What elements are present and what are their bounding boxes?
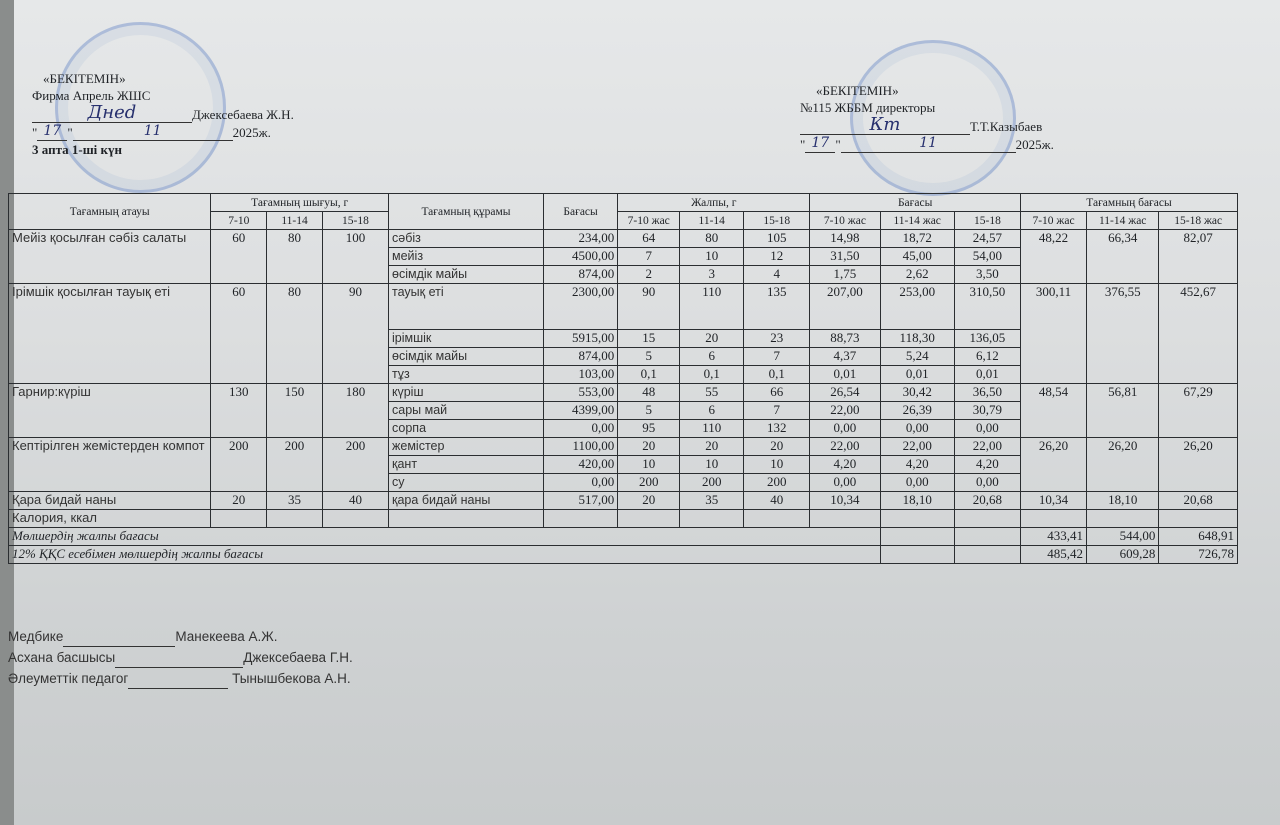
cost-cell: 14,98: [810, 230, 880, 248]
cost-cell: 36,50: [954, 384, 1020, 402]
cost-cell: 22,00: [810, 438, 880, 456]
output-cell: 80: [267, 284, 323, 384]
grams-cell: 20: [618, 492, 680, 510]
price-cell: 517,00: [543, 492, 617, 510]
cost-cell: 31,50: [810, 248, 880, 266]
ingredient-cell: сары май: [389, 402, 544, 420]
grams-cell: 40: [744, 492, 810, 510]
dish-price-cell: 26,20: [1087, 438, 1159, 492]
empty-cell: [680, 510, 744, 528]
approval-signer: Джексебаева Ж.Н.: [192, 107, 294, 122]
grams-cell: 0,1: [618, 366, 680, 384]
approval-title: «БЕКІТЕМІН»: [816, 83, 899, 98]
grams-cell: 15: [618, 330, 680, 348]
grams-cell: 200: [744, 474, 810, 492]
header-output: Тағамның шығуы, г: [211, 194, 389, 212]
price-cell: 5915,00: [543, 330, 617, 348]
dish-price-cell: 48,22: [1020, 230, 1086, 284]
empty-cell: [954, 510, 1020, 528]
grams-cell: 0,1: [680, 366, 744, 384]
signatory-name: Тынышбекова А.Н.: [232, 671, 351, 686]
price-cell: 4500,00: [543, 248, 617, 266]
cost-cell: 136,05: [954, 330, 1020, 348]
signatory-role: Әлеуметтік педагог: [8, 671, 129, 686]
cost-cell: 207,00: [810, 284, 880, 330]
header-age: 7-10 жас: [1020, 212, 1086, 230]
dish-price-cell: 82,07: [1159, 230, 1238, 284]
approval-block-right: «БЕКІТЕМІН» №115 ЖББМ директоры Кт Т.Т.Казыбаев " 17 " 11 2025ж.: [800, 83, 1054, 152]
output-cell: 200: [322, 438, 388, 492]
ingredient-cell: қара бидай наны: [389, 492, 544, 510]
empty-cell: [618, 510, 680, 528]
grams-cell: 110: [680, 284, 744, 330]
approval-month: 11: [841, 135, 1016, 153]
total-value-cell: 648,91: [1159, 528, 1238, 546]
output-cell: 20: [211, 492, 267, 510]
signatory-name: Манекеева А.Ж.: [175, 629, 278, 644]
price-cell: 4399,00: [543, 402, 617, 420]
table-row: [9, 284, 1238, 330]
grams-cell: 20: [680, 330, 744, 348]
ingredient-cell: сорпа: [389, 420, 544, 438]
ingredient-cell: сәбіз: [389, 230, 544, 248]
cost-cell: 5,24: [880, 348, 954, 366]
dish-price-cell: 18,10: [1087, 492, 1159, 510]
cost-cell: 26,54: [810, 384, 880, 402]
cost-cell: 0,01: [880, 366, 954, 384]
dish-price-cell: 26,20: [1020, 438, 1086, 492]
cost-cell: 253,00: [880, 284, 954, 330]
cost-cell: 18,10: [880, 492, 954, 510]
approval-signer: Т.Т.Казыбаев: [970, 119, 1043, 134]
cost-cell: 0,01: [810, 366, 880, 384]
header-composition: Тағамның құрамы: [389, 194, 544, 230]
ingredient-cell: жемістер: [389, 438, 544, 456]
signatory-name: Джексебаева Г.Н.: [243, 650, 353, 665]
dish-price-cell: 452,67: [1159, 284, 1238, 384]
cost-cell: 2,62: [880, 266, 954, 284]
dish-price-cell: 66,34: [1087, 230, 1159, 284]
empty-cell: [1087, 510, 1159, 528]
vat-total-value-cell: 485,42: [1020, 546, 1086, 564]
header-age: 15-18: [954, 212, 1020, 230]
empty-cell: [1159, 510, 1238, 528]
table-row: [9, 384, 1238, 402]
cost-cell: 0,00: [954, 420, 1020, 438]
cost-cell: 30,79: [954, 402, 1020, 420]
total-label: Мөлшердің жалпы бағасы: [9, 528, 881, 546]
ingredient-cell: су: [389, 474, 544, 492]
price-cell: 874,00: [543, 348, 617, 366]
grams-cell: 132: [744, 420, 810, 438]
empty-cell: [267, 510, 323, 528]
grams-cell: 110: [680, 420, 744, 438]
price-cell: 874,00: [543, 266, 617, 284]
grams-cell: 48: [618, 384, 680, 402]
table-row: [9, 438, 1238, 456]
header-age: 11-14: [680, 212, 744, 230]
grams-cell: 2: [618, 266, 680, 284]
signatory-role: Медбике: [8, 629, 64, 644]
header-row-1: [9, 194, 1238, 212]
header-age: 7-10 жас: [618, 212, 680, 230]
empty-cell: [543, 510, 617, 528]
output-cell: 40: [322, 492, 388, 510]
grams-cell: 12: [744, 248, 810, 266]
ingredient-cell: тауық еті: [389, 284, 544, 330]
grams-cell: 23: [744, 330, 810, 348]
ingredient-cell: күріш: [389, 384, 544, 402]
header-age: 7-10 жас: [810, 212, 880, 230]
empty-cell: [211, 510, 267, 528]
dish-name-cell: Ірімшік қосылған тауық еті: [9, 284, 211, 384]
grams-cell: 135: [744, 284, 810, 330]
output-cell: 60: [211, 284, 267, 384]
vat-total-row: [9, 546, 1238, 564]
output-cell: 130: [211, 384, 267, 438]
output-cell: 200: [267, 438, 323, 492]
cost-cell: 26,39: [880, 402, 954, 420]
empty-cell: [322, 510, 388, 528]
grams-cell: 5: [618, 402, 680, 420]
grams-cell: 95: [618, 420, 680, 438]
total-row: [9, 528, 1238, 546]
grams-cell: 35: [680, 492, 744, 510]
ingredient-cell: қант: [389, 456, 544, 474]
header-age: 11-14: [267, 212, 323, 230]
empty-cell: [1020, 510, 1086, 528]
header-age: 15-18: [322, 212, 388, 230]
approval-org: №115 ЖББМ директоры: [800, 100, 936, 115]
approval-month: 11: [73, 123, 233, 141]
grams-cell: 6: [680, 402, 744, 420]
grams-cell: 64: [618, 230, 680, 248]
table-row: [9, 230, 1238, 248]
ingredient-cell: өсімдік майы: [389, 266, 544, 284]
grams-cell: 6: [680, 348, 744, 366]
header-dish-name: Тағамның атауы: [9, 194, 211, 230]
grams-cell: 10: [618, 456, 680, 474]
week-day-label: 3 апта 1-ші күн: [32, 142, 123, 157]
header-age: 11-14 жас: [1087, 212, 1159, 230]
signatory-role: Асхана басшысы: [8, 650, 116, 665]
total-value-cell: 544,00: [1087, 528, 1159, 546]
dish-price-cell: 20,68: [1159, 492, 1238, 510]
price-cell: 0,00: [543, 474, 617, 492]
grams-cell: 10: [744, 456, 810, 474]
empty-cell: [954, 546, 1020, 564]
dish-price-cell: 10,34: [1020, 492, 1086, 510]
grams-cell: 200: [680, 474, 744, 492]
grams-cell: 5: [618, 348, 680, 366]
cost-cell: 4,20: [880, 456, 954, 474]
dish-price-cell: 376,55: [1087, 284, 1159, 384]
cost-cell: 0,00: [880, 474, 954, 492]
cost-cell: 1,75: [810, 266, 880, 284]
grams-cell: 20: [680, 438, 744, 456]
header-age: 15-18: [744, 212, 810, 230]
cost-cell: 3,50: [954, 266, 1020, 284]
grams-cell: 7: [744, 402, 810, 420]
empty-cell: [954, 528, 1020, 546]
empty-cell: [389, 510, 544, 528]
output-cell: 150: [267, 384, 323, 438]
table-row: [9, 492, 1238, 510]
cost-cell: 0,01: [954, 366, 1020, 384]
ingredient-cell: тұз: [389, 366, 544, 384]
empty-cell: [810, 510, 880, 528]
signature: Кт: [869, 114, 901, 135]
cost-cell: 0,00: [810, 420, 880, 438]
dish-price-cell: 56,81: [1087, 384, 1159, 438]
header-age: 7-10: [211, 212, 267, 230]
grams-cell: 7: [618, 248, 680, 266]
output-cell: 200: [211, 438, 267, 492]
grams-cell: 4: [744, 266, 810, 284]
dish-name-cell: Қара бидай наны: [9, 492, 211, 510]
cost-cell: 4,20: [810, 456, 880, 474]
signatory-row: [8, 668, 353, 689]
menu-table: [8, 193, 1238, 564]
cost-cell: 54,00: [954, 248, 1020, 266]
total-value-cell: 433,41: [1020, 528, 1086, 546]
dish-name-cell: Мейіз қосылған сәбіз салаты: [9, 230, 211, 284]
price-cell: 2300,00: [543, 284, 617, 330]
header-dish-price: Тағамның бағасы: [1020, 194, 1237, 212]
cost-cell: 4,20: [954, 456, 1020, 474]
calories-row: [9, 510, 1238, 528]
output-cell: 60: [211, 230, 267, 284]
header-cost: Бағасы: [810, 194, 1021, 212]
signatory-row: [8, 647, 353, 668]
price-cell: 553,00: [543, 384, 617, 402]
ingredient-cell: өсімдік майы: [389, 348, 544, 366]
cost-cell: 10,34: [810, 492, 880, 510]
output-cell: 180: [322, 384, 388, 438]
vat-total-value-cell: 726,78: [1159, 546, 1238, 564]
dish-price-cell: 26,20: [1159, 438, 1238, 492]
dish-name-cell: Кептірілген жемістерден компот: [9, 438, 211, 492]
empty-cell: [880, 546, 954, 564]
grams-cell: 20: [618, 438, 680, 456]
grams-cell: 90: [618, 284, 680, 330]
grams-cell: 3: [680, 266, 744, 284]
grams-cell: 66: [744, 384, 810, 402]
price-cell: 420,00: [543, 456, 617, 474]
header-price: Бағасы: [543, 194, 617, 230]
price-cell: 0,00: [543, 420, 617, 438]
price-cell: 103,00: [543, 366, 617, 384]
header-age: 15-18 жас: [1159, 212, 1238, 230]
price-cell: 234,00: [543, 230, 617, 248]
cost-cell: 20,68: [954, 492, 1020, 510]
empty-cell: [880, 510, 954, 528]
cost-cell: 45,00: [880, 248, 954, 266]
grams-cell: 7: [744, 348, 810, 366]
output-cell: 90: [322, 284, 388, 384]
approval-year: 2025ж.: [232, 125, 271, 140]
approval-org: Фирма Апрель ЖШС: [32, 88, 151, 103]
approval-day: 17: [805, 135, 835, 153]
price-cell: 1100,00: [543, 438, 617, 456]
cost-cell: 30,42: [880, 384, 954, 402]
dish-price-cell: 48,54: [1020, 384, 1086, 438]
signature: Днеd: [87, 102, 137, 123]
vat-total-value-cell: 609,28: [1087, 546, 1159, 564]
approval-block-left: «БЕКІТЕМІН» Фирма Апрель ЖШС Днеd Джексебаева Ж.Н. " 17 " 11 2025ж. 3 апта 1-ші күн: [32, 71, 294, 157]
cost-cell: 6,12: [954, 348, 1020, 366]
empty-cell: [880, 528, 954, 546]
grams-cell: 55: [680, 384, 744, 402]
cost-cell: 0,00: [880, 420, 954, 438]
signatories-block: [8, 626, 353, 689]
grams-cell: 20: [744, 438, 810, 456]
cost-cell: 310,50: [954, 284, 1020, 330]
cost-cell: 0,00: [954, 474, 1020, 492]
ingredient-cell: мейіз: [389, 248, 544, 266]
approval-title: «БЕКІТЕМІН»: [43, 71, 126, 86]
grams-cell: 200: [618, 474, 680, 492]
grams-cell: 80: [680, 230, 744, 248]
grams-cell: 10: [680, 456, 744, 474]
header-total-g: Жалпы, г: [618, 194, 810, 212]
cost-cell: 22,00: [880, 438, 954, 456]
empty-cell: [744, 510, 810, 528]
grams-cell: 0,1: [744, 366, 810, 384]
output-cell: 35: [267, 492, 323, 510]
cost-cell: 22,00: [954, 438, 1020, 456]
grams-cell: 10: [680, 248, 744, 266]
ingredient-cell: ірімшік: [389, 330, 544, 348]
grams-cell: 105: [744, 230, 810, 248]
cost-cell: 88,73: [810, 330, 880, 348]
output-cell: 80: [267, 230, 323, 284]
approval-day: 17: [37, 123, 67, 141]
cost-cell: 4,37: [810, 348, 880, 366]
cost-cell: 118,30: [880, 330, 954, 348]
cost-cell: 22,00: [810, 402, 880, 420]
dish-name-cell: Гарнир:күріш: [9, 384, 211, 438]
output-cell: 100: [322, 230, 388, 284]
calories-label: Калория, ккал: [9, 510, 211, 528]
cost-cell: 0,00: [810, 474, 880, 492]
dish-price-cell: 300,11: [1020, 284, 1086, 384]
header-age: 11-14 жас: [880, 212, 954, 230]
dish-price-cell: 67,29: [1159, 384, 1238, 438]
signatory-row: [8, 626, 353, 647]
approval-year: 2025ж.: [1015, 137, 1054, 152]
vat-total-label: 12% ҚҚС есебімен мөлшердің жалпы бағасы: [9, 546, 881, 564]
cost-cell: 18,72: [880, 230, 954, 248]
cost-cell: 24,57: [954, 230, 1020, 248]
